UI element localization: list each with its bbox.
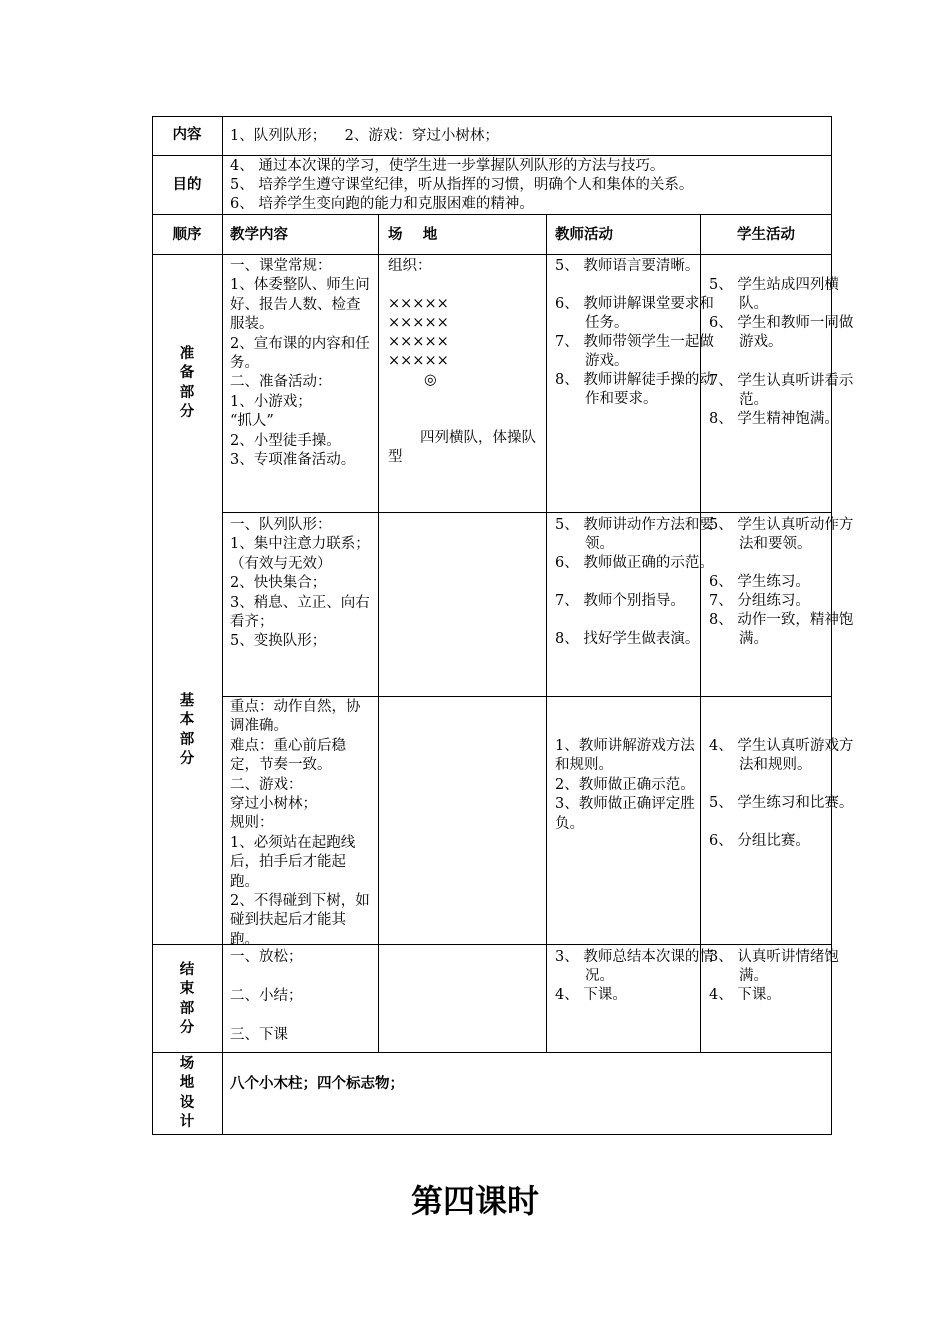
basic-teacher-a-item: 6、 教师做正确的示范。 <box>555 555 714 571</box>
basic-student-b-item: 6、 分组比赛。 <box>709 833 810 849</box>
basic-student-b-item: 5、 学生练习和比赛。 <box>709 795 854 811</box>
prep-label: 准备部分 <box>179 346 195 421</box>
col-divider <box>378 214 379 1052</box>
header-content: 教学内容 <box>230 227 288 243</box>
basic-student-b-item: 4、 学生认真听游戏方法和规则。 <box>709 738 854 774</box>
header-venue: 场 地 <box>388 227 438 243</box>
venue-design-value: 八个小木柱；四个标志物； <box>230 1076 404 1092</box>
end-content: 一、放松； 二、小结； 三、下课 <box>230 949 303 1043</box>
prep-student-item: 7、 学生认真听讲看示范。 <box>709 373 854 409</box>
basic-teacher-b: 1、教师讲解游戏方法和规则。 2、教师做正确示范。 3、教师做正确评定胜负。 <box>555 738 695 832</box>
col-divider <box>546 214 547 1052</box>
basic-student-a-item: 7、 分组练习。 <box>709 593 810 609</box>
formation-row: ××××× <box>388 334 449 350</box>
basic-teacher-a-item: 7、 教师个别指导。 <box>555 593 685 609</box>
row-divider <box>152 214 832 215</box>
header-order: 顺序 <box>172 227 202 243</box>
basic-label: 基本部分 <box>179 693 195 768</box>
end-label: 结束部分 <box>179 962 195 1037</box>
teacher-position-mark: ◎ <box>424 372 437 388</box>
row-divider <box>152 254 832 255</box>
next-lesson-title: 第四课时 <box>410 1182 539 1220</box>
formation-caption: 四列横队，体操队型 <box>388 430 536 466</box>
prep-student-item: 5、 学生站成四列横队。 <box>709 277 839 313</box>
end-student-item: 4、 下课。 <box>709 987 781 1003</box>
prep-teacher-item: 8、 教师讲解徒手操的动作和要求。 <box>555 372 714 408</box>
prep-teacher-item: 5、 教师语言要清晰。 <box>555 258 700 274</box>
prep-student-item: 8、 学生精神饱满。 <box>709 411 839 427</box>
header-teacher: 教师活动 <box>555 227 613 243</box>
col-divider <box>222 116 223 1135</box>
prep-teacher-item: 6、 教师讲解课堂要求和任务。 <box>555 296 714 332</box>
content-label: 内容 <box>172 127 202 143</box>
prep-teacher-item: 7、 教师带领学生一起做游戏。 <box>555 334 714 370</box>
venue-design-label: 场地设计 <box>179 1056 195 1131</box>
purpose-line: 6、 培养学生变向跑的能力和克服困难的精神。 <box>230 196 534 212</box>
purpose-line: 4、 通过本次课的学习，使学生进一步掌握队列队形的方法与技巧。 <box>230 158 665 174</box>
end-student-item: 3、 认真听讲情绪饱满。 <box>709 949 839 985</box>
basic-content-b: 重点：动作自然，协调准确。 难点：重心前后稳定，节奏一致。 二、游戏： 穿过小树林； 规则： 1、必须站在起跑线后，拍手后才能起跑。 2、不得碰到下树，如碰到扶起后才能其跑。 <box>230 699 370 948</box>
formation-row: ××××× <box>388 296 449 312</box>
prep-venue-org: 组织： <box>388 258 432 274</box>
formation-row: ××××× <box>388 315 449 331</box>
basic-student-a-item: 5、 学生认真听动作方法和要领。 <box>709 517 854 553</box>
row-divider <box>222 696 832 697</box>
row-divider <box>152 1052 832 1053</box>
basic-teacher-a-item: 5、 教师讲动作方法和要领。 <box>555 517 714 553</box>
row-divider <box>222 512 832 513</box>
content-value: 1、队列队形； 2、游戏：穿过小树林； <box>230 128 499 144</box>
basic-teacher-a-item: 8、 找好学生做表演。 <box>555 631 700 647</box>
row-divider <box>152 155 832 156</box>
prep-student-item: 6、 学生和教师一同做游戏。 <box>709 315 854 351</box>
basic-content-a: 一、队列队形： 1、集中注意力联系； （有效与无效） 2、快快集合； 3、稍息、立正、向右看齐； 5、变换队形； <box>230 517 370 650</box>
basic-student-a-item: 8、 动作一致，精神饱满。 <box>709 612 854 648</box>
end-teacher-item: 3、 教师总结本次课的情况。 <box>555 949 714 985</box>
prep-content: 一、课堂常规： 1、体委整队、师生问好、报告人数、检查服装。 2、宣布课的内容和任务。 二、准备活动： 1、小游戏； “抓人” 2、小型徒手操。 3、专项准备活动。 <box>230 258 370 469</box>
purpose-line: 5、 培养学生遵守课堂纪律，听从指挥的习惯，明确个人和集体的关系。 <box>230 177 694 193</box>
basic-student-a-item: 6、 学生练习。 <box>709 574 810 590</box>
formation-row: ××××× <box>388 353 449 369</box>
purpose-label: 目的 <box>172 177 202 193</box>
end-teacher-item: 4、 下课。 <box>555 987 627 1003</box>
header-student: 学生活动 <box>737 227 795 243</box>
